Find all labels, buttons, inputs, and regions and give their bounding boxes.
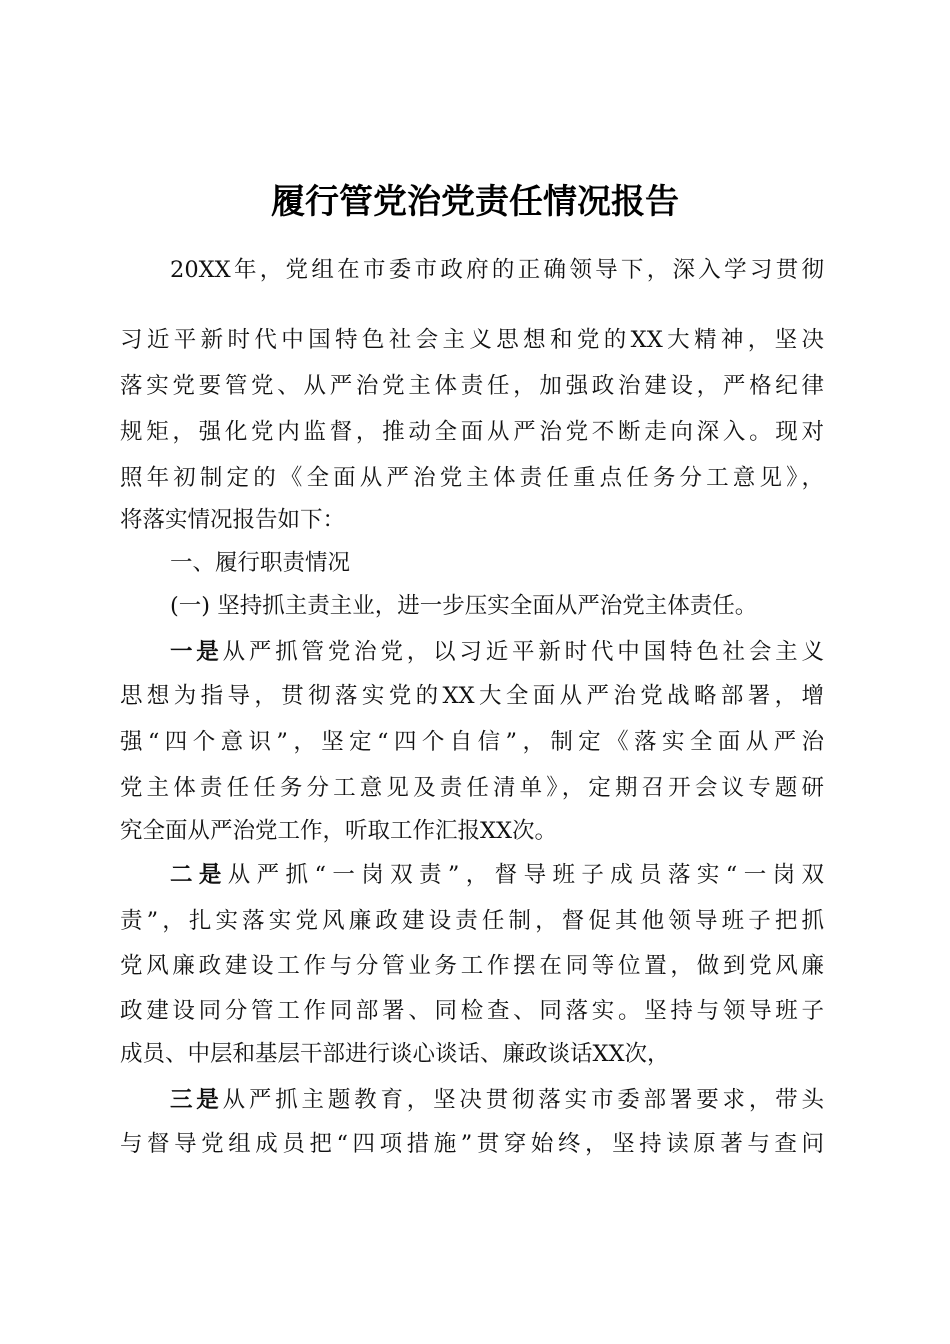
item-2-line: 成员、中层和基层干部进行谈心谈话、廉政谈话XX次， — [120, 1041, 670, 1067]
intro-line: 落实党要管党、从严治党主体责任，加强政治建设，严格纪律 — [120, 373, 824, 399]
item-2-first-line — [170, 852, 824, 898]
item-2-line: 党风廉政建设工作与分管业务工作摆在同等位置，做到党风廉 — [120, 953, 824, 979]
item-lead: 一是 — [170, 639, 223, 665]
item-3-first-line — [170, 1077, 824, 1123]
intro-line: 规矩，强化党内监督，推动全面从严治党不断走向深入。现对 — [120, 419, 824, 445]
section-heading: 一、履行职责情况 — [170, 550, 351, 576]
intro-line: 习近平新时代中国特色社会主义思想和党的XX大精神，坚决 — [120, 327, 824, 353]
item-1-line: 思想为指导，贯彻落实党的XX大全面从严治党战略部署，增 — [120, 683, 824, 709]
item-1-line: 党主体责任任务分工意见及责任清单》，定期召开会议专题研 — [120, 775, 824, 801]
item-lead: 二是 — [170, 862, 228, 888]
intro-line: 20XX年，党组在市委市政府的正确领导下，深入学习贯彻 — [170, 257, 824, 283]
item-1-line: 究全面从严治党工作，听取工作汇报XX次。 — [120, 818, 558, 844]
item-text: 从严抓管党治党，以习近平新时代中国特色社会主义 — [222, 639, 824, 665]
item-3-line: 与督导党组成员把“四项措施”贯穿始终，坚持读原著与查问 — [120, 1131, 824, 1157]
item-1-first-line — [170, 629, 824, 675]
intro-line: 将落实情况报告如下： — [120, 507, 346, 533]
item-text: 从严抓“一岗双责”，督导班子成员落实“一岗双 — [227, 862, 824, 888]
item-2-line: 政建设同分管工作同部署、同检查、同落实。坚持与领导班子 — [120, 998, 824, 1024]
intro-line: 照年初制定的《全面从严治党主体责任重点任务分工意见》， — [120, 465, 824, 491]
subsection-heading: (一) 坚持抓主责主业，进一步压实全面从严治党主体责任。 — [170, 593, 758, 619]
document-title: 履行管党治党责任情况报告 — [271, 182, 679, 222]
item-lead: 三是 — [170, 1087, 223, 1113]
item-1-line: 强“四个意识”，坚定“四个自信”，制定《落实全面从严治 — [120, 729, 824, 755]
item-text: 从严抓主题教育，坚决贯彻落实市委部署要求，带头 — [222, 1087, 824, 1113]
item-2-line: 责”，扎实落实党风廉政建设责任制，督促其他领导班子把抓 — [120, 908, 824, 934]
